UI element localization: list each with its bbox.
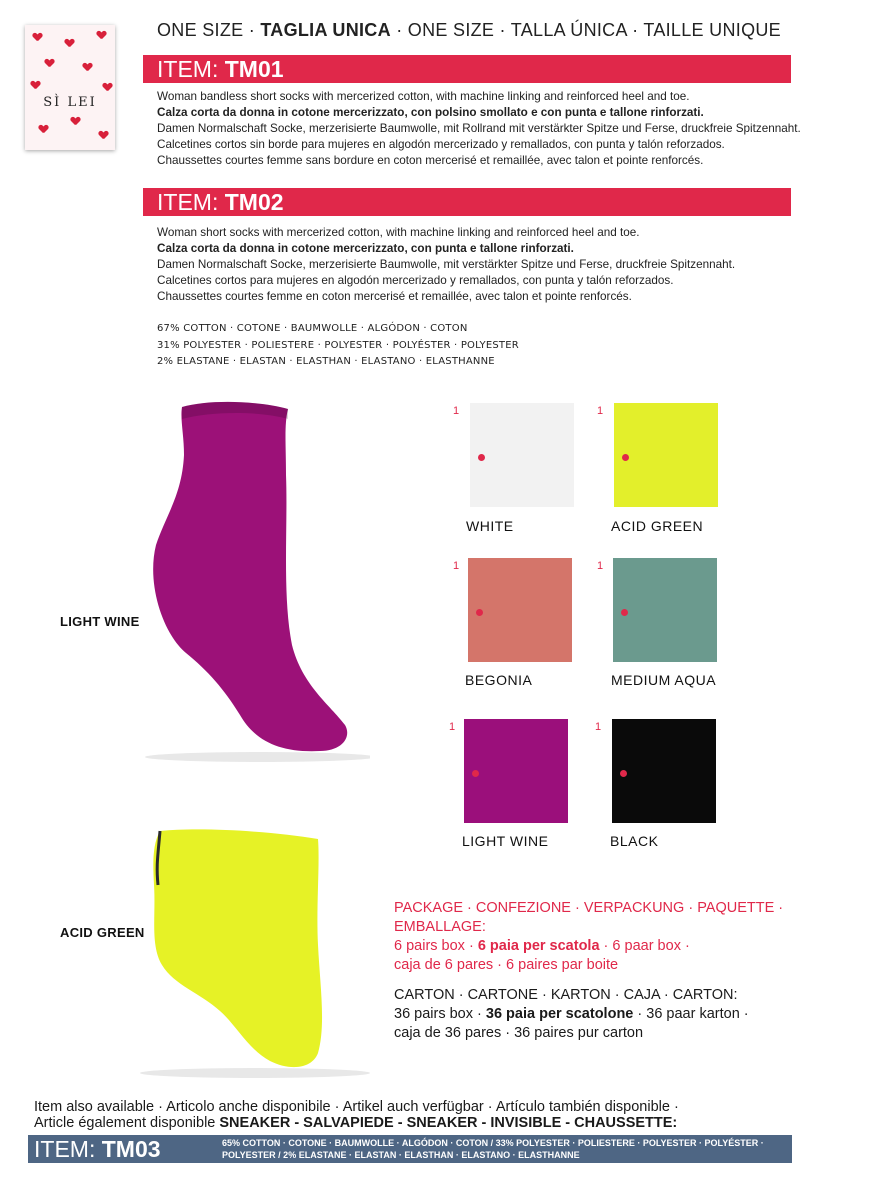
heart-icon xyxy=(97,31,106,39)
item-tm03-title: ITEM: TM03 xyxy=(34,1136,161,1162)
brand-logo: SÌ LEI xyxy=(43,95,97,110)
carton-info: CARTON · CARTONE · KARTON · CAJA · CARTON: 36 pairs box · 36 paia per scatolone · 36 paar karton · caja de 36 pares · 36 paires pur carton xyxy=(394,987,749,1041)
brand-logo-icon xyxy=(614,756,636,790)
item-tm01-title: ITEM: TM01 xyxy=(143,55,791,83)
item-tm03-composition: 65% COTTON · COTONE · BAUMWOLLE · ALGÓDON · COTON / 33% POLYESTER · POLIESTERE · POLYESTER · POLYÉSTER · POLYESTER / 2% ELASTANE · ELASTAN · ELASTHAN · ELASTANO · ELASTHANNE xyxy=(222,1138,764,1160)
brand-logo-icon xyxy=(616,440,638,474)
composition: 67% COTTON · COTONE · BAUMWOLLE · ALGÓDON · COTON 31% POLYESTER · POLIESTERE · POLYESTER · POLYÉSTER · POLYESTER 2% ELASTANE · ELASTAN · ELASTHAN · ELASTANO · ELASTHANNE xyxy=(157,323,519,367)
sock-shape xyxy=(153,829,322,1067)
brand-logo-icon xyxy=(470,595,492,629)
also-available-note: Item also available · Articolo anche disponibile · Artikel auch verfügbar · Artículo también disponible · Article également disponible SNEAKER - SALVAPIEDE - SNEAKER - INVISIBLE - CHAUSSETTE: xyxy=(34,1099,679,1131)
swatch-qty-begonia: 1 xyxy=(453,560,460,572)
swatch-label-medium-aqua: MEDIUM AQUA xyxy=(611,672,717,688)
item-tm02-description: Woman short socks with mercerized cotton, with machine linking and reinforced heel and toe. Calza corta da donna in cotone mercerizzato, con punta e tallone rinforzati. Damen Normalschaft Socke, merzerisierte Baumwolle, mit verstärkter Spitze und Ferse, druckfreie Spitzennaht. Calcetines cortos para mujeres en algodón mercerizado y remallados, con punta y talón reforzados. Chaussettes courtes femme en coton mercerisé et remaillée, avec talon et pointe renforcés. xyxy=(157,226,736,303)
swatch-qty-medium-aqua: 1 xyxy=(597,560,604,572)
swatch-medium-aqua xyxy=(613,558,717,662)
sock-illustration-acid-green xyxy=(120,825,370,1085)
heart-icon xyxy=(103,83,112,91)
heart-icon xyxy=(71,117,80,125)
item-tm02-title: ITEM: TM02 xyxy=(143,188,791,216)
sock-label-acid-green: ACID GREEN xyxy=(60,925,145,940)
brand-logo-icon xyxy=(472,440,494,474)
swatch-label-white: WHITE xyxy=(466,518,514,534)
swatch-label-acid-green: ACID GREEN xyxy=(611,518,704,534)
swatch-label-black: BLACK xyxy=(610,833,659,849)
brand-logo-icon xyxy=(466,756,488,790)
heart-icon xyxy=(83,63,92,71)
heart-icon xyxy=(99,131,108,139)
size-header: ONE SIZE · TAGLIA UNICA · ONE SIZE · TALLA ÚNICA · TAILLE UNIQUE xyxy=(157,20,781,40)
swatch-acid-green xyxy=(614,403,718,507)
heart-icon xyxy=(39,125,48,133)
swatch-qty-white: 1 xyxy=(453,405,460,417)
swatch-light-wine xyxy=(464,719,568,823)
swatch-label-begonia: BEGONIA xyxy=(465,672,533,688)
brand-package-thumbnail xyxy=(25,25,115,150)
sock-shape xyxy=(153,402,347,751)
sock-illustration-light-wine xyxy=(120,395,370,775)
swatch-qty-acid-green: 1 xyxy=(597,405,604,417)
swatch-white xyxy=(470,403,574,507)
heart-icon xyxy=(31,81,40,89)
swatch-qty-black: 1 xyxy=(595,721,602,733)
swatch-qty-light-wine: 1 xyxy=(449,721,456,733)
item-tm03-bar xyxy=(28,1135,792,1163)
item-tm01-description: Woman bandless short socks with mercerized cotton, with machine linking and reinforced heel and toe. Calza corta da donna in cotone mercerizzato, con polsino smollato e con punta e tallone rinforzati. Damen Normalschaft Socke, merzerisierte Baumwolle, mit Rollrand mit verstärkter Spitze und Ferse, druckfreie Spitzennaht. Calcetines cortos sin borde para mujeres en algodón mercerizado y remallados, con punta y talón reforzados. Chaussettes courtes femme sans bordure en coton mercerisé et remaillée, avec talon et pointe renforcés. xyxy=(157,90,801,167)
heart-icon xyxy=(65,39,74,47)
swatch-begonia xyxy=(468,558,572,662)
swatch-black xyxy=(612,719,716,823)
heart-icon xyxy=(33,33,42,41)
brand-logo-icon xyxy=(615,595,637,629)
sock-label-light-wine: LIGHT WINE xyxy=(60,614,140,629)
package-info: PACKAGE · CONFEZIONE · VERPACKUNG · PAQUETTE · EMBALLAGE: 6 pairs box · 6 paia per scatola · 6 paar box · caja de 6 pares · 6 paires par boite xyxy=(394,900,784,973)
heart-icon xyxy=(45,59,54,67)
swatch-label-light-wine: LIGHT WINE xyxy=(462,833,549,849)
